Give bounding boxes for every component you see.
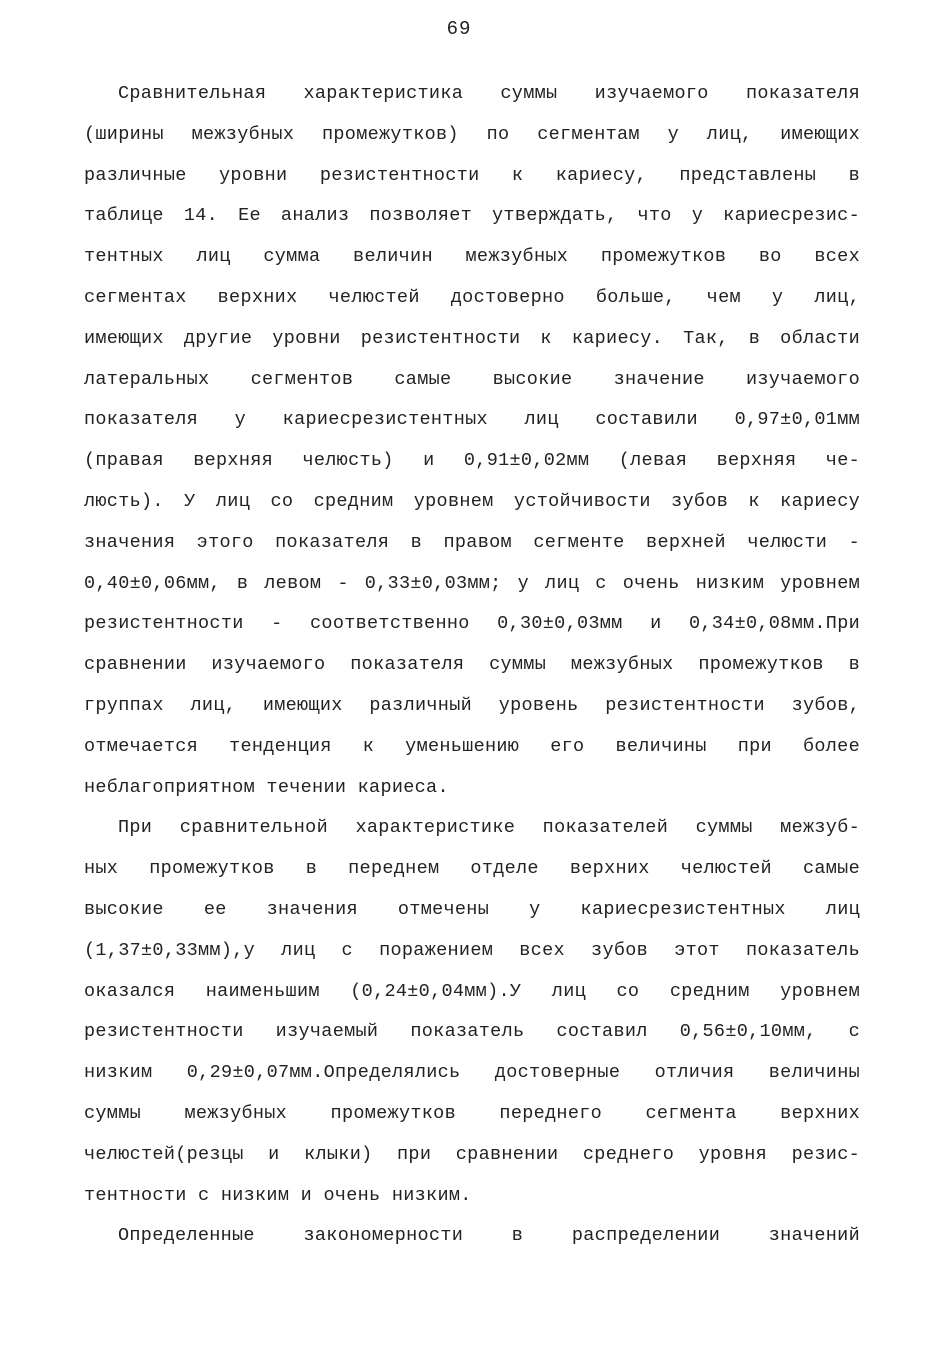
page-number: 69 xyxy=(446,18,472,40)
text-line: Сравнительная характеристика суммы изучаемого показателя xyxy=(118,83,860,104)
text-line: суммы межзубных промежутков переднего сегмента верхних xyxy=(84,1102,860,1124)
text-line: латеральных сегментов самые высокие значение изучаемого xyxy=(84,368,860,390)
text-line: сравнении изучаемого показателя суммы межзубных промежутков в xyxy=(84,654,860,676)
text-line: низким 0,29±0,07мм.Определялись достоверные отличия величины xyxy=(84,1062,860,1084)
text-line: высокие ее значения отмечены у кариесрезистентных лиц xyxy=(84,898,860,920)
text-line: резистентности изучаемый показатель составил 0,56±0,10мм, с xyxy=(84,1021,860,1043)
text-line: (ширины межзубных промежутков) по сегментам у лиц, имеющих xyxy=(84,123,860,145)
text-line: группах лиц, имеющих различный уровень резистентности зубов, xyxy=(84,694,860,716)
text-line: резистентности - соответственно 0,30±0,03мм и 0,34±0,08мм.При xyxy=(84,613,860,635)
text-line: (правая верхняя челюсть) и 0,91±0,02мм (левая верхняя че- xyxy=(84,450,860,472)
text-line: тентных лиц сумма величин межзубных промежутков во всех xyxy=(84,246,860,268)
text-line: оказался наименьшим (0,24±0,04мм).У лиц со средним уровнем xyxy=(84,980,860,1002)
text-line: неблагоприятном течении кариеса. xyxy=(84,776,449,798)
text-line: люсть). У лиц со средним уровнем устойчивости зубов к кариесу xyxy=(84,490,860,512)
paragraph xyxy=(84,808,860,1216)
text-line: ных промежутков в переднем отделе верхних челюстей самые xyxy=(84,858,860,880)
text-line: показателя у кариесрезистентных лиц составили 0,97±0,01мм xyxy=(84,409,860,431)
paragraph xyxy=(84,1216,860,1257)
text-line: сегментах верхних челюстей достоверно больше, чем у лиц, xyxy=(84,286,860,308)
text-line: (1,37±0,33мм),у лиц с поражением всех зубов этот показатель xyxy=(84,939,860,961)
document-body xyxy=(84,74,860,1257)
text-line: отмечается тенденция к уменьшению его величины при более xyxy=(84,735,860,757)
text-line: имеющих другие уровни резистентности к кариесу. Так, в области xyxy=(84,327,860,349)
text-line: различные уровни резистентности к кариесу, представлены в xyxy=(84,164,860,186)
text-line: тентности с низким и очень низким. xyxy=(84,1184,472,1206)
text-line: 0,40±0,06мм, в левом - 0,33±0,03мм; у лиц с очень низким уровнем xyxy=(84,572,860,594)
text-line: При сравнительной характеристике показателей суммы межзуб- xyxy=(118,817,860,839)
text-line: Определенные закономерности в распределении значений xyxy=(118,1225,860,1247)
text-line: таблице 14. Ее анализ позволяет утверждать, что у кариесрезис- xyxy=(84,205,860,227)
text-line: челюстей(резцы и клыки) при сравнении среднего уровня резис- xyxy=(84,1143,860,1165)
paragraph xyxy=(84,74,860,808)
text-line: значения этого показателя в правом сегменте верхней челюсти - xyxy=(84,531,860,553)
